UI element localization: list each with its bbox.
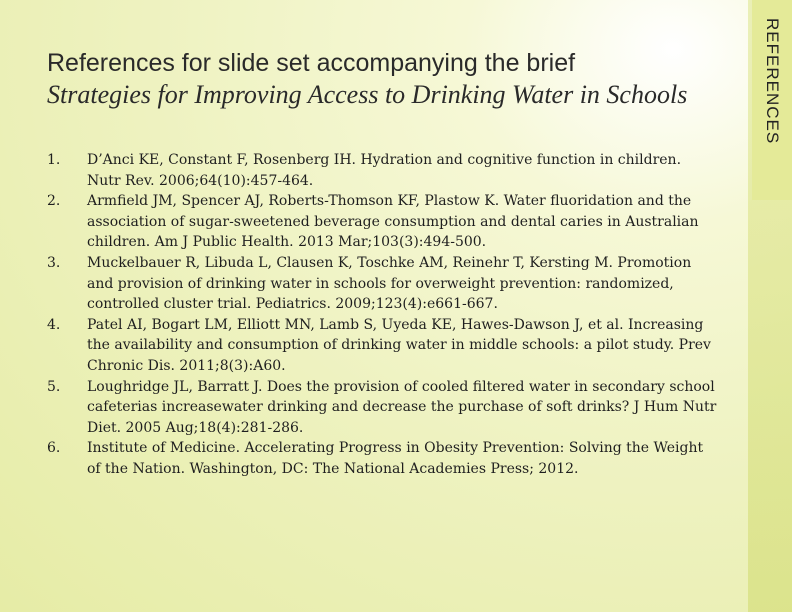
reference-text: Loughridge JL, Barratt J. Does the provision of cooled filtered water in secondary school cafeterias increasewater drinking and decrease the purchase of soft drinks? J Hum Nutr Diet. 2005 Aug;18(4):281-286. <box>87 378 717 436</box>
reference-item <box>47 191 719 253</box>
slide-title <box>47 48 737 111</box>
reference-number: 3. <box>47 254 61 271</box>
reference-text: D’Anci KE, Constant F, Rosenberg IH. Hydration and cognitive function in children. Nutr Rev. 2006;64(10):457-464. <box>87 152 682 189</box>
section-label: REFERENCES <box>763 18 782 145</box>
reference-item <box>47 315 719 377</box>
reference-text: Patel AI, Bogart LM, Elliott MN, Lamb S, Uyeda KE, Hawes-Dawson J, et al. Increasing the availability and consumption of drinking water in middle schools: a pilot study. Prev Chronic Dis. 2011;8(3):A60. <box>87 316 711 374</box>
reference-item <box>47 377 719 439</box>
reference-item <box>47 438 719 479</box>
reference-number: 5. <box>47 378 61 395</box>
brief-title: Strategies for Improving Access to Drinking Water in Schools <box>47 80 688 109</box>
reference-number: 1. <box>47 152 61 168</box>
reference-list <box>47 150 719 480</box>
reference-text: Muckelbauer R, Libuda L, Clausen K, Toschke AM, Reinehr T, Kersting M. Promotion and provision of drinking water in schools for overweight prevention: randomized, controlled cluster trial. Pediatrics. 2009;123(4):e661-667. <box>87 254 692 313</box>
reference-item <box>47 150 719 191</box>
reference-text: Armfield JM, Spencer AJ, Roberts-Thomson KF, Plastow K. Water fluoridation and the association of sugar-sweetened beverage consumption and dental caries in Australian children. Am J Public Health. 2013 Mar;103(3):494-500. <box>87 193 699 251</box>
title-line: References for slide set accompanying the brief <box>47 49 576 77</box>
reference-text: Institute of Medicine. Accelerating Progress in Obesity Prevention: Solving the Weight of the Nation. Washington, DC: The National Academies Press; 2012. <box>87 440 704 477</box>
reference-number: 6. <box>47 440 61 457</box>
reference-item <box>47 253 719 315</box>
reference-number: 4. <box>47 316 61 333</box>
reference-number: 2. <box>47 193 61 210</box>
